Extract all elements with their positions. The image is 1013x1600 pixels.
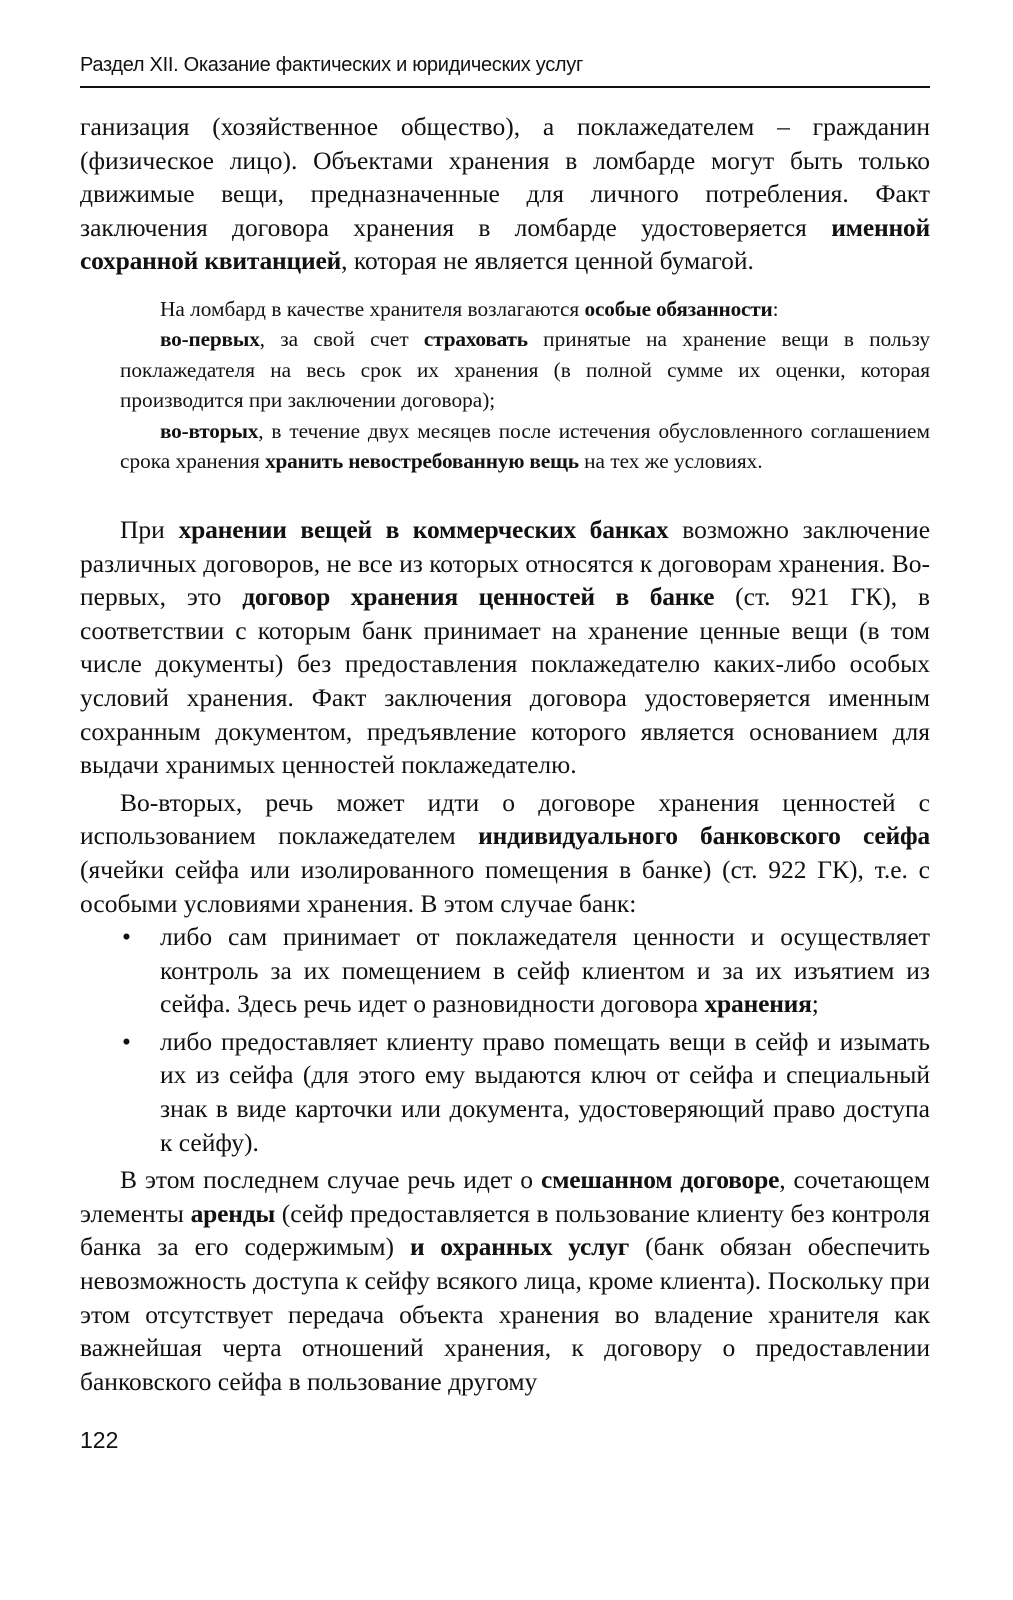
header-rule: [80, 86, 930, 88]
text-run: В этом последнем случае речь идет о: [120, 1165, 541, 1195]
lombard-duties-block: [120, 294, 930, 477]
text-run: При: [120, 514, 179, 544]
page-body: [80, 110, 930, 1398]
text-run: (ст. 921 ГК), в соответствии с которым банк принимает на хранение ценные вещи (в том числе документы) без предоставления поклажедателю каких-либо особых условий хранения. Факт заключения договора удостоверяется именным сохранным документом, предъявление которого является основанием для выдачи хранимых ценностей поклажедателю.: [80, 582, 930, 780]
list-item: [80, 920, 930, 1021]
text-run: принятые на хранение вещи в пользу поклажедателя на весь срок их хранения (в полной сумме их оценки, которая производится при заключении договора);: [120, 327, 930, 413]
bold-term: хранения: [704, 989, 812, 1019]
bold-term: индивидуального банковского сейфа: [478, 821, 930, 851]
paragraph-bank-safe: [80, 786, 930, 920]
text-run: , в течение двух месяцев после истечения обусловленного соглашением срока хранения: [120, 418, 930, 474]
bold-term: страховать: [423, 327, 528, 352]
bold-term: во-вторых: [160, 418, 259, 443]
block-paragraph: [120, 416, 930, 477]
bold-term: аренды: [190, 1198, 276, 1228]
text-run: либо сам принимает от поклажедателя ценности и осуществляет контроль за их помещением в сейф клиентом и за их изъятием из сейфа. Здесь речь идет о разновидности договора: [160, 922, 930, 1019]
bullet-icon: •: [122, 922, 131, 952]
bold-term: и охранных услуг: [409, 1232, 630, 1262]
text-run: На ломбард в качестве хранителя возлагаются: [160, 296, 585, 321]
paragraph-commercial-banks: [80, 513, 930, 782]
text-run: на тех же условиях.: [578, 449, 763, 474]
text-run: либо предоставляет клиенту право помещать вещи в сейф и изымать их из сейфа (для этого ему выдаются ключ от сейфа и специальный знак в виде карточки или документа, удостоверяющий право доступа к сейфу).: [160, 1026, 930, 1157]
text-run: , за свой счет: [259, 327, 424, 352]
text-run: возможно заключение различных договоров, не все из которых относятся к договорам хранения. Во-первых, это: [80, 514, 931, 612]
page-number: 122: [80, 1427, 119, 1453]
bold-term: договор хранения ценностей в банке: [242, 582, 715, 612]
bold-term: особые обязанности: [584, 296, 773, 321]
block-paragraph: [120, 324, 930, 416]
bold-term: хранении вещей в коммерческих банках: [178, 514, 669, 544]
bank-options-list: [80, 920, 930, 1159]
bold-term: смешанном договоре: [540, 1165, 780, 1195]
text-run: (сейф предоставляется в пользование клиенту без контроля банка за его содержимым): [80, 1198, 931, 1262]
bold-term: во-первых: [160, 327, 260, 352]
list-item: [80, 1025, 930, 1159]
text-run: , сочетающем элементы: [80, 1165, 930, 1228]
text-run: :: [772, 296, 779, 321]
text-run: , которая не является ценной бумагой.: [341, 246, 754, 276]
text-run: Во-вторых, речь может идти о договоре хранения ценностей с использованием поклажедателем: [80, 787, 930, 851]
text-run: (банк обязан обеспечить невозможность доступа к сейфу всякого лица, кроме клиента). Поскольку при этом отсутствует передача объекта хранения во владение хранителя как важнейшая черта отношений хранения, к договору о предоставлении банковского сейфа в пользование другому: [80, 1232, 930, 1396]
bold-term: именной сохранной квитанцией: [80, 212, 930, 276]
paragraph-lombard-intro: [80, 110, 930, 278]
paragraph-mixed-contract: [80, 1163, 930, 1398]
bold-term: хранить невостребованную вещь: [265, 449, 579, 474]
bullet-icon: •: [122, 1026, 131, 1056]
text-run: ганизация (хозяйственное общество), а поклажедателем – гражданин (физическое лицо). Объектами хранения в ломбарде могут быть только движимые вещи, предназначенные для личного потребления. Факт заключения договора хранения в ломбарде удостоверяется: [80, 112, 930, 242]
running-head: Раздел XII. Оказание фактических и юридических услуг: [80, 54, 583, 76]
text-run: (ячейки сейфа или изолированного помещения в банке) (ст. 922 ГК), т.е. с особыми условиями хранения. В этом случае банк:: [80, 854, 930, 918]
text-run: ;: [811, 989, 819, 1019]
block-paragraph: [120, 294, 930, 325]
